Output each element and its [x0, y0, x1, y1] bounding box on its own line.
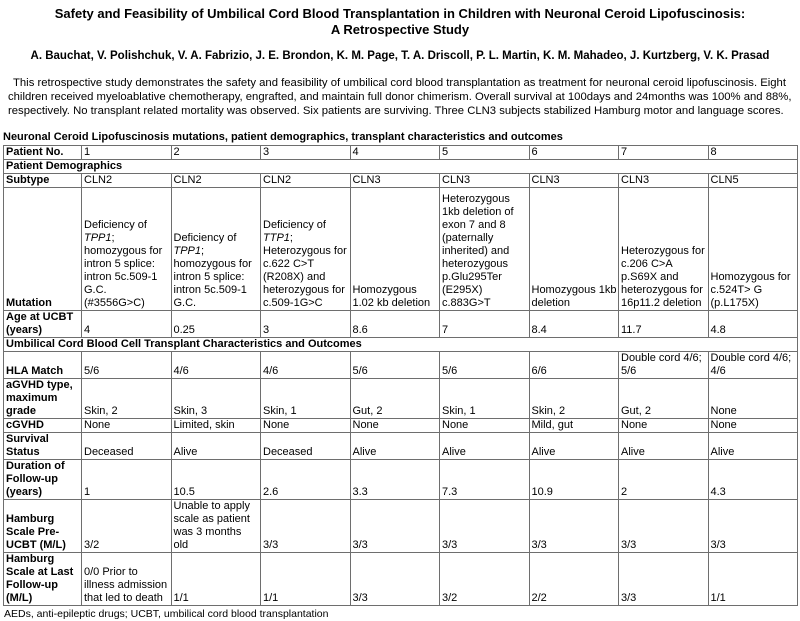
age-p8: 4.8	[708, 311, 798, 338]
row-survival-status	[4, 433, 798, 460]
hamburg-last-p7: 3/3	[619, 553, 709, 606]
hla-p1: 5/6	[82, 352, 172, 379]
hamburg-last-p1: 0/0 Prior to illness admission that led to death	[82, 553, 172, 606]
hamburg-last-p4: 3/3	[350, 553, 440, 606]
age-p2: 0.25	[171, 311, 261, 338]
subtype-p4: CLN3	[350, 174, 440, 188]
row-label-duration-follow-up: Duration of Follow-up (years)	[4, 460, 82, 500]
patient-no-p7: 7	[619, 146, 709, 160]
age-p4: 8.6	[350, 311, 440, 338]
section-row-transplant	[4, 338, 798, 352]
row-label-hla-match: HLA Match	[4, 352, 82, 379]
cgvhd-p4: None	[350, 419, 440, 433]
hamburg-pre-p2: Unable to apply scale as patient was 3 months old	[171, 500, 261, 553]
mutation-p3-pre: Deficiency of	[263, 219, 326, 231]
mutation-p3	[261, 188, 351, 311]
agvhd-p1: Skin, 2	[82, 379, 172, 419]
patient-no-p4: 4	[350, 146, 440, 160]
row-label-agvhd: aGVHD type, maximum grade	[4, 379, 82, 419]
cgvhd-p7: None	[619, 419, 709, 433]
subtype-p2: CLN2	[171, 174, 261, 188]
duration-p8: 4.3	[708, 460, 798, 500]
duration-p2: 10.5	[171, 460, 261, 500]
row-label-survival-status: Survival Status	[4, 433, 82, 460]
mutation-p2	[171, 188, 261, 311]
mutation-p8: Homozygous for c.524T> G (p.L175X)	[708, 188, 798, 311]
table-caption: Neuronal Ceroid Lipofuscinosis mutations, patient demographics, transplant characteristics and outcomes	[3, 131, 563, 143]
survival-p5: Alive	[440, 433, 530, 460]
table-footnote: AEDs, anti-epileptic drugs; UCBT, umbilical cord blood transplantation	[4, 608, 329, 620]
row-label-subtype: Subtype	[4, 174, 82, 188]
duration-p3: 2.6	[261, 460, 351, 500]
row-agvhd	[4, 379, 798, 419]
section-row-demographics	[4, 160, 798, 174]
gene-name-italic: TPP1	[84, 232, 112, 244]
hamburg-last-p8: 1/1	[708, 553, 798, 606]
hamburg-pre-p1: 3/2	[82, 500, 172, 553]
section-title-transplant: Umbilical Cord Blood Cell Transplant Characteristics and Outcomes	[4, 338, 798, 352]
row-mutation	[4, 188, 798, 311]
hamburg-last-p2: 1/1	[171, 553, 261, 606]
gene-name-italic: TPP1	[173, 245, 202, 257]
mutation-p2-post: ; homozygous for intron 5 splice: intron 5c.509-1 G.C.	[173, 245, 252, 309]
row-age-at-ucbt	[4, 311, 798, 338]
survival-p6: Alive	[529, 433, 619, 460]
patient-no-p6: 6	[529, 146, 619, 160]
author-list: A. Bauchat, V. Polishchuk, V. A. Fabrizio, J. E. Brondon, K. M. Page, T. A. Driscoll, P. L. Martin, K. M. Mahadeo, J. Kurtzberg, V. K. Prasad	[30, 50, 770, 62]
cgvhd-p6: Mild, gut	[529, 419, 619, 433]
hamburg-pre-p5: 3/3	[440, 500, 530, 553]
hamburg-last-p3: 1/1	[261, 553, 351, 606]
hla-p4: 5/6	[350, 352, 440, 379]
row-label-cgvhd: cGVHD	[4, 419, 82, 433]
section-title-demographics: Patient Demographics	[4, 160, 798, 174]
agvhd-p5: Skin, 1	[440, 379, 530, 419]
patient-no-p1: 1	[82, 146, 172, 160]
survival-p4: Alive	[350, 433, 440, 460]
cgvhd-p2: Limited, skin	[171, 419, 261, 433]
paper-title	[13, 6, 787, 38]
paper-title-line1: Safety and Feasibility of Umbilical Cord Blood Transplantation in Children with Neuronal Ceroid Lipofuscinosis:	[54, 6, 746, 21]
hamburg-last-p6: 2/2	[529, 553, 619, 606]
hla-p7: Double cord 4/6; 5/6	[619, 352, 709, 379]
mutation-p1-post: ; homozygous for intron 5 splice: intron 5c.509-1 G.C. (#3556G>C)	[84, 232, 163, 309]
patient-data-table	[3, 145, 798, 606]
hamburg-pre-p3: 3/3	[261, 500, 351, 553]
patient-no-p5: 5	[440, 146, 530, 160]
mutation-p6: Homozygous 1kb deletion	[529, 188, 619, 311]
patient-no-p8: 8	[708, 146, 798, 160]
hamburg-pre-p8: 3/3	[708, 500, 798, 553]
mutation-p2-pre: Deficiency of	[173, 232, 237, 244]
subtype-p7: CLN3	[619, 174, 709, 188]
age-p6: 8.4	[529, 311, 619, 338]
hamburg-pre-p4: 3/3	[350, 500, 440, 553]
row-hamburg-last-follow-up	[4, 553, 798, 606]
mutation-p7: Heterozygous for c.206 C>A p.S69X and heterozygous for 16p11.2 deletion	[619, 188, 709, 311]
patient-no-p2: 2	[171, 146, 261, 160]
age-p7: 11.7	[619, 311, 709, 338]
agvhd-p4: Gut, 2	[350, 379, 440, 419]
mutation-p1	[82, 188, 172, 311]
row-hla-match	[4, 352, 798, 379]
patient-no-p3: 3	[261, 146, 351, 160]
duration-p6: 10.9	[529, 460, 619, 500]
agvhd-p8: None	[708, 379, 798, 419]
row-duration-follow-up	[4, 460, 798, 500]
subtype-p1: CLN2	[82, 174, 172, 188]
row-label-patient-no: Patient No.	[4, 146, 82, 160]
cgvhd-p8: None	[708, 419, 798, 433]
survival-p7: Alive	[619, 433, 709, 460]
row-label-age-at-ucbt: Age at UCBT (years)	[4, 311, 82, 338]
row-subtype	[4, 174, 798, 188]
age-p1: 4	[82, 311, 172, 338]
hla-p6: 6/6	[529, 352, 619, 379]
duration-p1: 1	[82, 460, 172, 500]
abstract-text: This retrospective study demonstrates the safety and feasibility of umbilical cord blood transplantation as treatment for neuronal ceroid lipofuscinosis. Eight children received myeloablative chemotherapy, engrafted, and maintain full donor chimerism. Overall survival at 100days and 24months was 100% and 88%, respectively. No transplant related mortality was observed. Six patients are surviving. Three CLN3 subjects stabilized Hamburg motor and language scores.	[8, 77, 792, 117]
age-p5: 7	[440, 311, 530, 338]
hla-p8: Double cord 4/6; 4/6	[708, 352, 798, 379]
subtype-p5: CLN3	[440, 174, 530, 188]
hla-p3: 4/6	[261, 352, 351, 379]
duration-p7: 2	[619, 460, 709, 500]
mutation-p1-pre: Deficiency of	[84, 219, 147, 231]
survival-p1: Deceased	[82, 433, 172, 460]
subtype-p3: CLN2	[261, 174, 351, 188]
row-patient-no	[4, 146, 798, 160]
agvhd-p6: Skin, 2	[529, 379, 619, 419]
paper-title-line2: A Retrospective Study	[330, 22, 470, 37]
row-cgvhd	[4, 419, 798, 433]
row-label-hamburg-pre-ucbt: Hamburg Scale Pre-UCBT (M/L)	[4, 500, 82, 553]
mutation-p3-post: ; Heterozygous for c.622 C>T (R208X) and heterozygous for c.509-1G>C	[263, 232, 347, 309]
hla-p2: 4/6	[171, 352, 261, 379]
row-label-mutation: Mutation	[4, 188, 82, 311]
subtype-p8: CLN5	[708, 174, 798, 188]
agvhd-p7: Gut, 2	[619, 379, 709, 419]
gene-name-italic: TTP1	[263, 232, 290, 244]
agvhd-p2: Skin, 3	[171, 379, 261, 419]
cgvhd-p3: None	[261, 419, 351, 433]
subtype-p6: CLN3	[529, 174, 619, 188]
hamburg-pre-p6: 3/3	[529, 500, 619, 553]
age-p3: 3	[261, 311, 351, 338]
mutation-p5: Heterozygous 1kb deletion of exon 7 and 8 (paternally inherited) and heterozygous p.Glu295Ter (E295X) c.883G>T	[440, 188, 530, 311]
row-label-hamburg-last-follow-up: Hamburg Scale at Last Follow-up (M/L)	[4, 553, 82, 606]
survival-p2: Alive	[171, 433, 261, 460]
mutation-p4: Homozygous 1.02 kb deletion	[350, 188, 440, 311]
hla-p5: 5/6	[440, 352, 530, 379]
cgvhd-p1: None	[82, 419, 172, 433]
hamburg-pre-p7: 3/3	[619, 500, 709, 553]
duration-p4: 3.3	[350, 460, 440, 500]
duration-p5: 7.3	[440, 460, 530, 500]
survival-p3: Deceased	[261, 433, 351, 460]
hamburg-last-p5: 3/2	[440, 553, 530, 606]
cgvhd-p5: None	[440, 419, 530, 433]
survival-p8: Alive	[708, 433, 798, 460]
row-hamburg-pre-ucbt	[4, 500, 798, 553]
agvhd-p3: Skin, 1	[261, 379, 351, 419]
